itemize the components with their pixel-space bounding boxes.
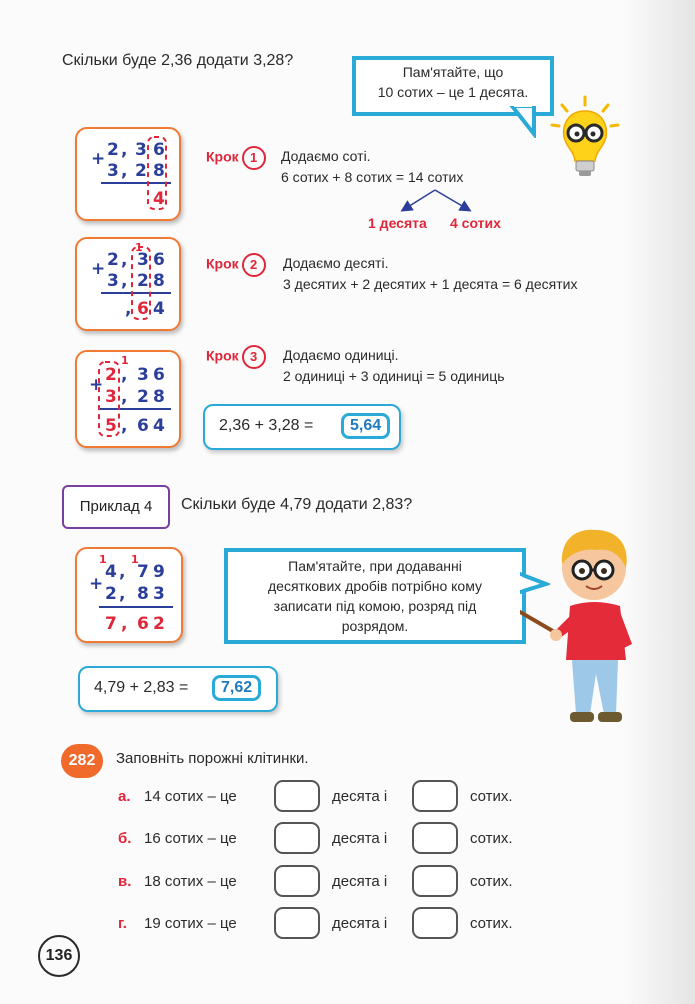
carry-digit: 1 [121,354,129,367]
digit: 3 [137,250,149,270]
page-number: 136 [38,935,80,977]
answer-cell-tenths[interactable] [274,907,320,939]
split-left: 1 десята [368,215,427,231]
digit: 6 [153,140,165,160]
page-edge-shadow [625,0,695,1004]
step-3-text [283,345,505,387]
hint-callout-2-line: записати під комою, розряд під [273,598,477,614]
digit: , [121,387,128,407]
krok-text: Крок [206,148,239,165]
answer-cell-tenths[interactable] [274,822,320,854]
column-addition-step-3 [75,350,181,448]
example-label: Приклад 4 [62,485,170,529]
krok-text: Крок [206,347,239,364]
task-number-badge: 282 [61,744,103,778]
task-row-b [118,830,538,864]
krok-text: Крок [206,255,239,272]
row-mid-text: десята і [332,873,388,890]
step-detail: 3 десятих + 2 десятих + 1 десята = 6 десятих [283,276,578,292]
digit: 9 [153,562,165,582]
answer-2 [78,666,278,712]
row-text: 14 сотих – це [144,788,237,805]
row-label: а. [118,788,131,805]
digit: 4 [105,562,117,582]
digit: 8 [137,584,149,604]
hint-callout-2-line: десяткових дробів потрібно кому [267,578,482,594]
digit: 4 [153,416,165,436]
digit: 3 [135,140,147,160]
row-label: в. [118,873,132,890]
digit: 4 [153,299,165,319]
task-row-v [118,873,538,907]
digit: , [121,271,128,291]
hint-callout-2-line: Пам'ятайте, при додаванні [288,558,462,574]
row-text: 19 сотих – це [144,915,237,932]
answer-cell-tenths[interactable] [274,865,320,897]
digit: , [119,584,126,604]
step-2-label [206,253,266,277]
step-number: 3 [242,345,266,369]
row-mid-text: десята і [332,830,388,847]
step-number: 2 [242,253,266,277]
row-text: 16 сотих – це [144,830,237,847]
answer-2-value: 7,62 [212,675,261,701]
row-end-text: сотих. [470,873,513,890]
column-addition-example-4 [75,547,183,643]
digit: , [125,299,132,319]
carry-digit: 1 [131,553,139,566]
step-title: Додаємо одиниці. [283,347,399,363]
row-mid-text: десята і [332,915,388,932]
digit: 7 [137,562,149,582]
digit: 7 [105,614,117,634]
task-row-g [118,915,538,949]
plus-sign: + [89,574,104,594]
digit: 2 [107,250,119,270]
row-end-text: сотих. [470,915,513,932]
row-text: 18 сотих – це [144,873,237,890]
split-arrows [395,188,485,214]
callout-1-tail [508,106,538,138]
digit: 8 [153,161,165,181]
digit: 2 [107,140,119,160]
step-title: Додаємо соті. [281,148,371,164]
digit: 6 [153,365,165,385]
lightbulb-icon [550,95,620,180]
digit: , [121,365,128,385]
answer-1-value: 5,64 [341,413,390,439]
row-end-text: сотих. [470,830,513,847]
step-1-text [281,146,463,188]
plus-sign: + [89,375,104,395]
digit: 3 [107,271,119,291]
carry-digit: 1 [135,241,143,254]
question-2: Скільки буде 4,79 додати 2,83? [181,496,413,513]
task-row-a [118,788,538,822]
digit: 4 [153,189,165,209]
answer-1-expression: 2,36 + 3,28 = [219,417,314,434]
answer-cell-hundredths[interactable] [412,822,458,854]
row-label: г. [118,915,127,932]
digit: 3 [137,365,149,385]
digit: 2 [153,614,165,634]
digit: , [121,416,128,436]
hint-callout-2 [224,548,526,644]
plus-sign: + [91,149,106,169]
digit: , [121,250,128,270]
digit: 6 [153,250,165,270]
hint-callout-1-line2: 10 сотих – це 1 десята. [377,84,529,100]
teacher-boy-illustration [520,524,640,734]
answer-2-expression: 4,79 + 2,83 = [94,679,189,696]
hint-callout-1-line1: Пам'ятайте, що [402,64,504,80]
step-detail: 6 сотих + 8 сотих = 14 сотих [281,169,464,185]
answer-1 [203,404,401,450]
question-1: Скільки буде 2,36 додати 3,28? [62,52,294,69]
digit: , [121,140,128,160]
digit: 6 [137,416,149,436]
digit: 5 [105,416,117,436]
answer-cell-tenths[interactable] [274,780,320,812]
row-end-text: сотих. [470,788,513,805]
step-2-text [283,253,577,295]
step-1-label [206,146,266,170]
digit: 2 [137,271,149,291]
digit: 6 [137,299,149,319]
step-number: 1 [242,146,266,170]
column-addition-step-1 [75,127,181,221]
step-title: Додаємо десяті. [283,255,389,271]
answer-cell-hundredths[interactable] [412,865,458,897]
answer-cell-hundredths[interactable] [412,780,458,812]
digit: , [119,562,126,582]
row-label: б. [118,830,132,847]
digit: 2 [105,584,117,604]
row-mid-text: десята і [332,788,388,805]
hint-callout-2-line: розрядом. [341,618,409,634]
digit: 8 [153,271,165,291]
carry-digit: 1 [99,553,107,566]
digit: 6 [137,614,149,634]
step-3-label [206,345,266,369]
digit: 2 [135,161,147,181]
digit: 2 [105,365,117,385]
step-detail: 2 одиниці + 3 одиниці = 5 одиниць [283,368,505,384]
digit: 3 [105,387,117,407]
digit: , [121,614,128,634]
plus-sign: + [91,259,106,279]
split-right: 4 сотих [450,215,501,231]
digit: 3 [107,161,119,181]
digit: 2 [137,387,149,407]
digit: 8 [153,387,165,407]
task-title: Заповніть порожні клітинки. [116,750,309,767]
digit: 3 [153,584,165,604]
column-addition-step-2 [75,237,181,331]
digit: , [121,161,128,181]
answer-cell-hundredths[interactable] [412,907,458,939]
